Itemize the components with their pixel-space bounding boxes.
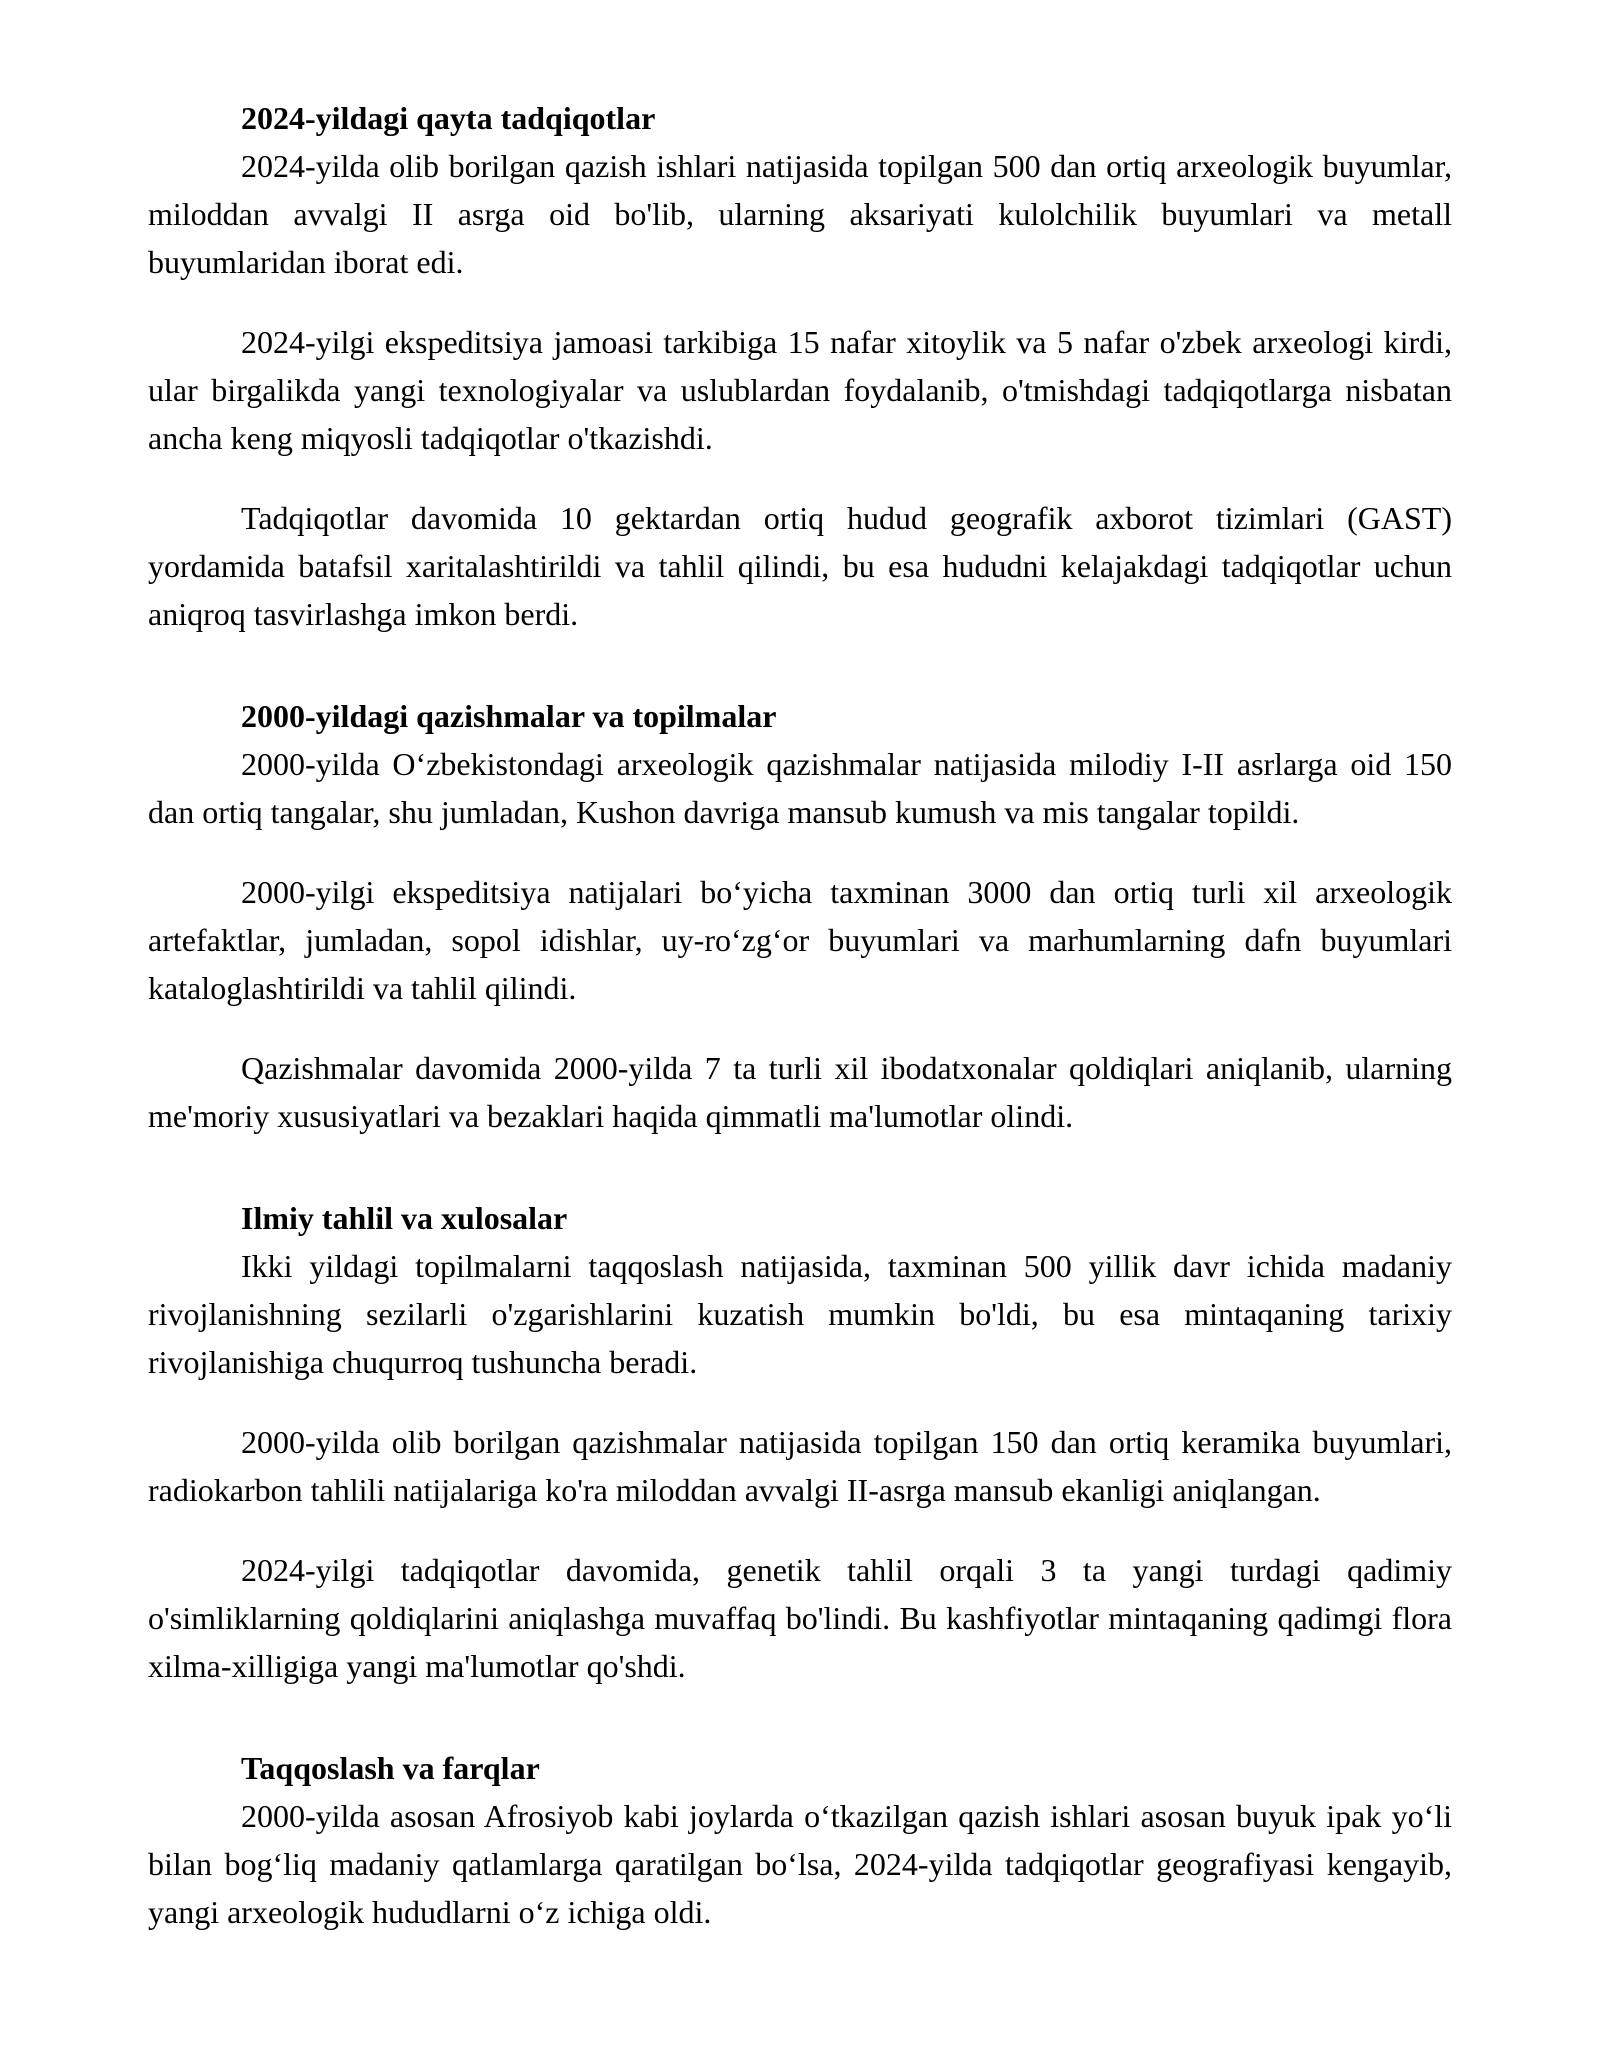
section-2024-research (148, 94, 1452, 638)
paragraph: 2024-yilgi ekspeditsiya jamoasi tarkibiga 15 nafar xitoylik va 5 nafar o'zbek arxeologi kirdi, ular birgalikda yangi texnologiyalar va uslublardan foydalanib, o'tmishdagi tadqiqotlarga nisbatan ancha keng miqyosli tadqiqotlar o'tkazishdi. (148, 324, 1452, 456)
paragraph: Qazishmalar davomida 2000-yilda 7 ta turli xil ibodatxonalar qoldiqlari aniqlanib, ularning me'moriy xususiyatlari va bezaklari haqida qimmatli ma'lumotlar olindi. (148, 1050, 1452, 1134)
section-heading: Ilmiy tahlil va xulosalar (241, 1200, 568, 1236)
paragraph: 2000-yilda olib borilgan qazishmalar natijasida topilgan 150 dan ortiq keramika buyumlari, radiokarbon tahlili natijalariga ko'ra miloddan avvalgi II-asrga mansub ekanligi aniqlangan. (148, 1424, 1452, 1508)
paragraph: 2000-yilda asosan Afrosiyob kabi joylarda o‘tkazilgan qazish ishlari asosan buyuk ipak yo‘li bilan bog‘liq madaniy qatlamlarga qaratilgan bo‘lsa, 2024-yilda tadqiqotlar geografiyasi kengayib, yangi arxeologik hududlarni o‘z ichiga oldi. (148, 1798, 1452, 1930)
section-heading: 2000-yildagi qazishmalar va topilmalar (241, 698, 777, 734)
section-heading: 2024-yildagi qayta tadqiqotlar (241, 100, 656, 136)
paragraph: Tadqiqotlar davomida 10 gektardan ortiq hudud geografik axborot tizimlari (GAST) yordamida batafsil xaritalashtirildi va tahlil qilindi, bu esa hududni kelajakdagi tadqiqotlar uchun aniqroq tasvirlashga imkon berdi. (148, 500, 1452, 632)
section-comparison (148, 1744, 1452, 1936)
paragraph: Ikki yildagi topilmalarni taqqoslash natijasida, taxminan 500 yillik davr ichida madaniy rivojlanishning sezilarli o'zgarishlarini kuzatish mumkin bo'ldi, bu esa mintaqaning tarixiy rivojlanishiga chuqurroq tushuncha beradi. (148, 1248, 1452, 1380)
section-scientific-analysis (148, 1194, 1452, 1690)
section-2000-excavations (148, 692, 1452, 1140)
paragraph: 2024-yilgi tadqiqotlar davomida, genetik tahlil orqali 3 ta yangi turdagi qadimiy o'simliklarning qoldiqlarini aniqlashga muvaffaq bo'lindi. Bu kashfiyotlar mintaqaning qadimgi flora xilma-xilligiga yangi ma'lumotlar qo'shdi. (148, 1552, 1452, 1684)
paragraph: 2000-yilda O‘zbekistondagi arxeologik qazishmalar natijasida milodiy I-II asrlarga oid 150 dan ortiq tangalar, shu jumladan, Kushon davriga mansub kumush va mis tangalar topildi. (148, 746, 1452, 830)
paragraph: 2000-yilgi ekspeditsiya natijalari bo‘yicha taxminan 3000 dan ortiq turli xil arxeologik artefaktlar, jumladan, sopol idishlar, uy-ro‘zg‘or buyumlari va marhumlarning dafn buyumlari kataloglashtirildi va tahlil qilindi. (148, 874, 1452, 1006)
paragraph: 2024-yilda olib borilgan qazish ishlari natijasida topilgan 500 dan ortiq arxeologik buyumlar, miloddan avvalgi II asrga oid bo'lib, ularning aksariyati kulolchilik buyumlari va metall buyumlaridan iborat edi. (148, 148, 1452, 280)
section-heading: Taqqoslash va farqlar (241, 1750, 540, 1786)
